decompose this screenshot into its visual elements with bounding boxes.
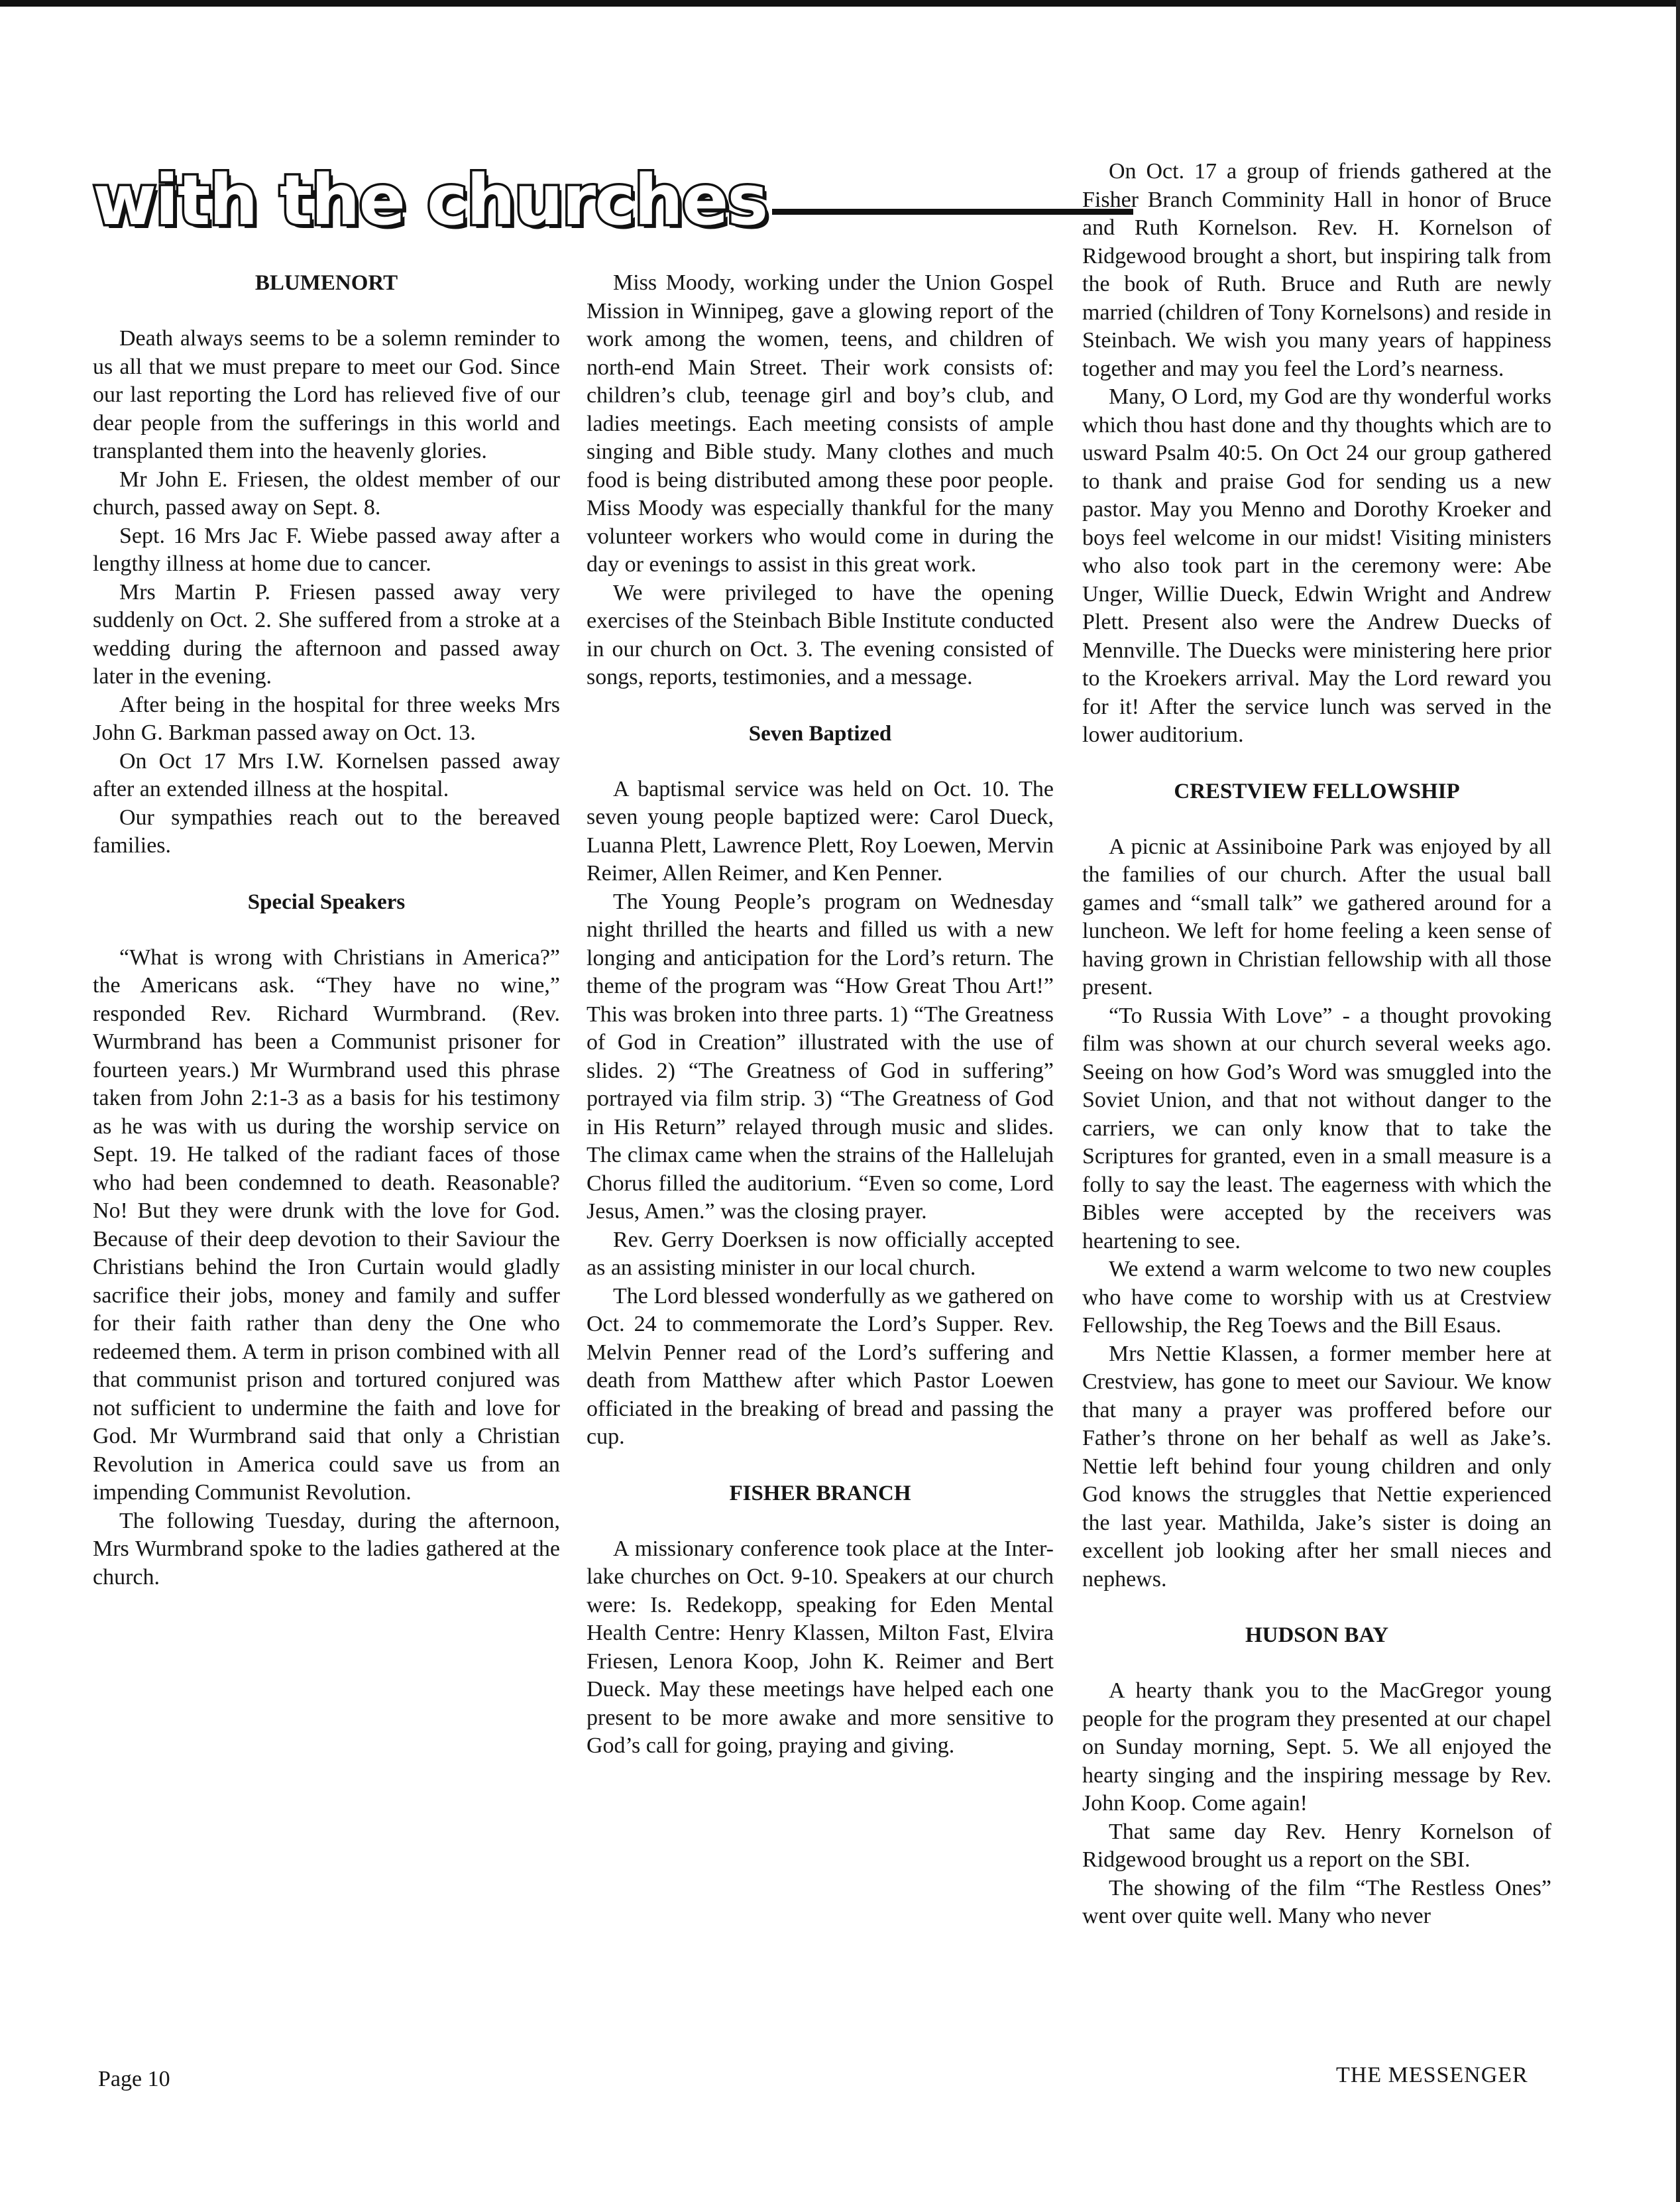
paragraph: The following Tuesday, during the afternoon, Mrs Wurmbrand spoke to the ladies gathered at the church. bbox=[93, 1508, 560, 1590]
fisher-branch-article-part-1 bbox=[587, 1535, 1054, 1761]
paragraph: Death always seems to be a solemn reminder to us all that we must prepare to meet our God. Since our last reporting the Lord has relieved five of our dear people from the sufferings in this world and transplanted them into the heavenly glories. bbox=[93, 326, 560, 463]
paragraph: Many, O Lord, my God are thy wonderful works which thou hast done and thy thoughts which are to usward Psalm 40:5. On Oct 24 our group gathered to thank and praise God for sending us a new pastor. May you Menno and Dorothy Kroeker and boys feel welcome in our midst! Visiting ministers who also took part in the ceremony were: Abe Unger, Willie Dueck, Edwin Wright and Andrew Plett. Present also were the Andrew Duecks of Mennville. The Duecks were ministering here prior to the Kroekers arrival. May the Lord reward you for it! After the service lunch was served in the lower auditorium. bbox=[1082, 384, 1551, 747]
page-border-top bbox=[0, 0, 1680, 7]
paragraph: We were privileged to have the opening exercises of the Steinbach Bible Institute conducted in our church on Oct. 3. The evening consisted of songs, reports, testimonies, and a message. bbox=[587, 580, 1054, 689]
masthead bbox=[93, 160, 1047, 245]
seven-baptized-article bbox=[587, 776, 1054, 1452]
paragraph: On Oct. 17 a group of friends gathered at the Fisher Branch Comminity Hall in honor of Bruce and Ruth Kornelson. Rev. H. Kornelson of Ridgewood brought a short, but inspiring talk from the book of Ruth. Bruce and Ruth are newly married (children of Tony Kornelsons) and reside in Steinbach. We wish you many years of happiness together and may you feel the Lord’s nearness. bbox=[1082, 159, 1551, 381]
section-heading-seven-baptized: Seven Baptized bbox=[748, 721, 892, 746]
page-border-right bbox=[1676, 0, 1680, 2202]
paragraph: “What is wrong with Christians in America?” the Americans ask. “They have no wine,” responded Rev. Richard Wurmbrand. (Rev. Wurmbrand has been a Communist prisoner for fourteen years.) Mr Wurmbrand used this phrase taken from John 2:1-3 as a basis for his testimony as he was with us during the worship service on Sept. 19. He talked of the radiant faces of those who had been condemned to death. Reasonable? No! But they were drunk with the love for God. Because of their deep devotion to their Saviour the Christians behind the Iron Curtain would gladly sacrifice their jobs, money and family and suffer for their faith rather than deny the One who redeemed them. A term in prison combined with all that communist prison and tortured conjured was not sufficient to undermine the faith and love for God. Mr Wurmbrand said that only a Christian Revolution in America could save us from an impending Communist Revolution. bbox=[93, 945, 560, 1505]
paragraph: A hearty thank you to the MacGregor young people for the program they presented at our chapel on Sunday morning, Sept. 5. We all enjoyed the hearty singing and the inspiring message by Rev. John Koop. Come again! bbox=[1082, 1678, 1551, 1816]
paragraph: The Lord blessed wonderfully as we gathered on Oct. 24 to commemorate the Lord’s Supper. Rev. Melvin Penner read of the Lord’s suffering and death from Matthew after which Pastor Loewen officiated in the breaking of bread and passing the cup. bbox=[587, 1283, 1054, 1449]
special-speakers-article-part-2 bbox=[587, 269, 1054, 692]
hudson-bay-article bbox=[1082, 1677, 1551, 1931]
paragraph: Rev. Gerry Doerksen is now officially accepted as an assisting minister in our local church. bbox=[587, 1227, 1054, 1280]
section-heading-fisher-branch: FISHER BRANCH bbox=[729, 1481, 911, 1505]
publication-name: THE MESSENGER bbox=[1336, 2063, 1528, 2087]
title-rule bbox=[772, 209, 1133, 215]
crestview-article bbox=[1082, 833, 1551, 1594]
special-speakers-article-part-1 bbox=[93, 944, 560, 1592]
column-middle bbox=[587, 269, 1054, 1761]
paragraph: Mr John E. Friesen, the oldest member of our church, passed away on Sept. 8. bbox=[93, 467, 560, 520]
paragraph: Miss Moody, working under the Union Gospel Mission in Winnipeg, gave a glowing report of the work among the women, teens, and children of north-end Main Street. Their work consists of: children’s club, teenage girl and boy’s club, and ladies meetings. Each meeting consists of ample singing and Bible study. Many clothes and much food is being distributed among these poor people. Miss Moody was especially thankful for the many volunteer workers who would come in during the day or evenings to assist in this great work. bbox=[587, 270, 1054, 577]
paragraph: Mrs Martin P. Friesen passed away very suddenly on Oct. 2. She suffered from a stroke at a wedding during the afternoon and passed away later in the evening. bbox=[93, 579, 560, 689]
paragraph: We extend a warm welcome to two new couples who have come to worship with us at Crestview Fellowship, the Reg Toews and the Bill Esaus. bbox=[1082, 1257, 1551, 1338]
paragraph: Our sympathies reach out to the bereaved families. bbox=[93, 805, 560, 858]
paragraph: A baptismal service was held on Oct. 10. The seven young people baptized were: Carol Dueck, Luanna Plett, Lawrence Plett, Roy Loewen, Mervin Reimer, Allen Reimer, and Ken Penner. bbox=[587, 776, 1054, 886]
paragraph: On Oct 17 Mrs I.W. Kornelsen passed away after an extended illness at the hospital. bbox=[93, 748, 560, 801]
column-left bbox=[93, 269, 560, 1592]
section-heading-blumenort: BLUMENORT bbox=[254, 271, 398, 295]
paragraph: “To Russia With Love” - a thought provoking film was shown at our church several weeks ago. Seeing on how God’s Word was smuggled into the Soviet Union, and that not without danger to the carriers, we can only know that to take the Scriptures for granted, even in a small measure is a folly to say the least. The eagerness with which the Bibles were accepted by the receivers was heartening to see. bbox=[1082, 1003, 1551, 1253]
paragraph: Mrs Nettie Klassen, a former member here at Crestview, has gone to meet our Saviour. We know that many a prayer was proffered before our Father’s throne on her behalf as well as Jake’s. Nettie left behind four young children and only God knows the struggles that Nettie experienced the last year. Mathilda, Jake’s sister is doing an excellent job looking after her small nieces and nephews. bbox=[1082, 1341, 1551, 1592]
paragraph: The showing of the film “The Restless Ones” went over quite well. Many who never bbox=[1082, 1875, 1551, 1928]
paragraph: That same day Rev. Henry Kornelson of Ridgewood brought us a report on the SBI. bbox=[1082, 1819, 1551, 1872]
paragraph: A missionary conference took place at the Inter-lake churches on Oct. 9-10. Speakers at our church were: Is. Redekopp, speaking for Eden Mental Health Centre: Henry Klassen, Milton Fast, Elvira Friesen, Lenora Koop, John K. Reimer and Bert Dueck. May these meetings have helped each one present to be more awake and more sensitive to God’s call for going, praying and giving. bbox=[587, 1536, 1054, 1758]
blumenort-article bbox=[93, 325, 560, 860]
page-number: Page 10 bbox=[98, 2067, 170, 2091]
column-right bbox=[1082, 158, 1551, 1931]
paragraph: Sept. 16 Mrs Jac F. Wiebe passed away after a lengthy illness at home due to cancer. bbox=[93, 523, 560, 576]
section-heading-special-speakers: Special Speakers bbox=[247, 890, 406, 914]
paragraph: A picnic at Assiniboine Park was enjoyed by all the families of our church. After the usual ball games and “small talk” we gathered around for a luncheon. We left for home feeling a keen sense of having grown in Christian fellowship with all those present. bbox=[1082, 834, 1551, 1000]
page-title: with the churches bbox=[93, 160, 767, 241]
fisher-branch-article-part-2 bbox=[1082, 158, 1551, 750]
paragraph: The Young People’s program on Wednesday night thrilled the hearts and filled us with a new longing and anticipation for the Lord’s return. The theme of the program was “How Great Thou Art!” This was broken into three parts. 1) “The Greatness of God in Creation” illustrated with the use of slides. 2) “The Greatness of God in suffering” portrayed via film strip. 3) “The Greatness of God in His Return” relayed through music and slides. The climax came when the strains of the Hallelujah Chorus filled the auditorium. “Even so come, Lord Jesus, Amen.” was the closing prayer. bbox=[587, 889, 1054, 1224]
section-heading-crestview-fellowship: CRESTVIEW FELLOWSHIP bbox=[1174, 779, 1460, 803]
section-heading-hudson-bay: HUDSON BAY bbox=[1245, 1623, 1389, 1647]
paragraph: After being in the hospital for three weeks Mrs John G. Barkman passed away on Oct. 13. bbox=[93, 692, 560, 745]
